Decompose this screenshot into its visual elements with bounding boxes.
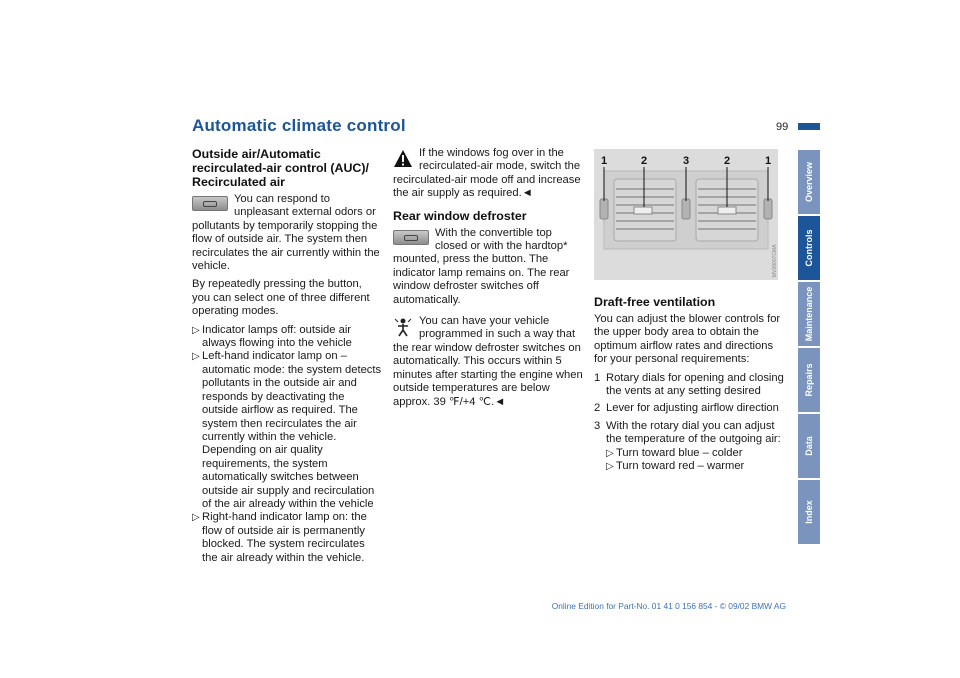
tip-note: You can have your vehicle programmed in such a way that the rear window defroster switches on automatically. This occurs within 5 minutes after starting the engine when outside temperatures are below approx. 39 ℉/+4 ℃.◄ [393,315,583,408]
footer-edition: Online Edition for Part-No. 01 41 0 156 854 - © 09/02 BMW AG [551,601,786,611]
ventilation-heading: Draft-free ventilation [594,295,716,309]
auc-modes-text: By repeatedly pressing the button, you can select one of three different operating modes. [192,278,370,318]
column-ventilation [594,295,786,473]
person-tip-icon [393,317,413,337]
list-item: 2 Lever for adjusting airflow direction [594,402,779,415]
fig-label: 1 [764,155,772,167]
section-tabs [798,150,820,546]
fig-label: 1 [600,155,608,167]
ventilation-intro: You can adjust the blower controls for the upper body area to obtain the optimum airflow rates and directions for your personal requirements: [594,313,781,366]
fig-label: 2 [723,155,731,167]
tab-repairs[interactable]: Repairs [798,348,820,412]
page-number: 99 [776,121,789,133]
tab-index[interactable]: Index [798,480,820,544]
fig-label: 3 [682,155,690,167]
auc-heading: Outside air/Automatic recirculated-air control (AUC)/ Recirculated air [192,147,369,189]
auc-intro: You can respond to unpleasant external odors or pollutants by temporarily stopping the flow of outside air. The system then recirculates the air currently within the vehicle. [192,193,380,273]
defroster-text: With the convertible top closed or with the hardtop* mounted, press the button. The indicator lamp remains on. The rear window defroster switches off automatically. [393,226,570,306]
defroster-heading: Rear window defroster [393,208,527,223]
auc-button-icon [192,196,228,211]
tab-data[interactable]: Data [798,414,820,478]
list-item-continued: Depending on air quality requirements, the system automatically switches between outside air supply and recirculation of the air already within the vehicle [202,444,375,510]
list-item: 3 With the rotary dial you can adjust the temperature of the outgoing air: [594,419,781,446]
warning-triangle-icon [393,149,413,169]
page-title: Automatic climate control [192,116,406,135]
rear-defroster-button-icon [393,230,429,245]
tab-overview[interactable]: Overview [798,150,820,214]
list-item: ▷ Indicator lamps off: outside air always flowing into the vehicle [192,323,352,350]
column-auc [192,147,382,565]
list-item: ▷ Left-hand indicator lamp on – automatic mode: the system detects pollutants in the outside air and responds by deactivating the outside airflow as required. The system then recirculates the air currently within the vehicle. [192,350,382,443]
fig-label: 2 [640,155,648,167]
figure-code: MV09007CMA [772,244,778,277]
column-defroster [393,147,583,414]
tab-controls[interactable]: Controls [798,216,820,280]
list-item: ▷ Right-hand indicator lamp on: the flow of outside air is permanently blocked. The system recirculates the air already within the vehicle. [192,511,367,564]
list-item: 1 Rotary dials for opening and closing the vents at any setting desired [594,371,784,398]
page-number-bar [798,123,820,130]
sub-list-item: ▷ Turn toward blue – colder [606,446,743,459]
vent-illustration [594,149,778,280]
warning-note: If the windows fog over in the recirculated-air mode, switch the recirculated-air mode off and increase the air supply as required.◄ [393,147,581,200]
vent-figure [594,149,778,280]
sub-list-item: ▷ Turn toward red – warmer [606,460,745,473]
tab-maintenance[interactable]: Maintenance [798,282,820,346]
